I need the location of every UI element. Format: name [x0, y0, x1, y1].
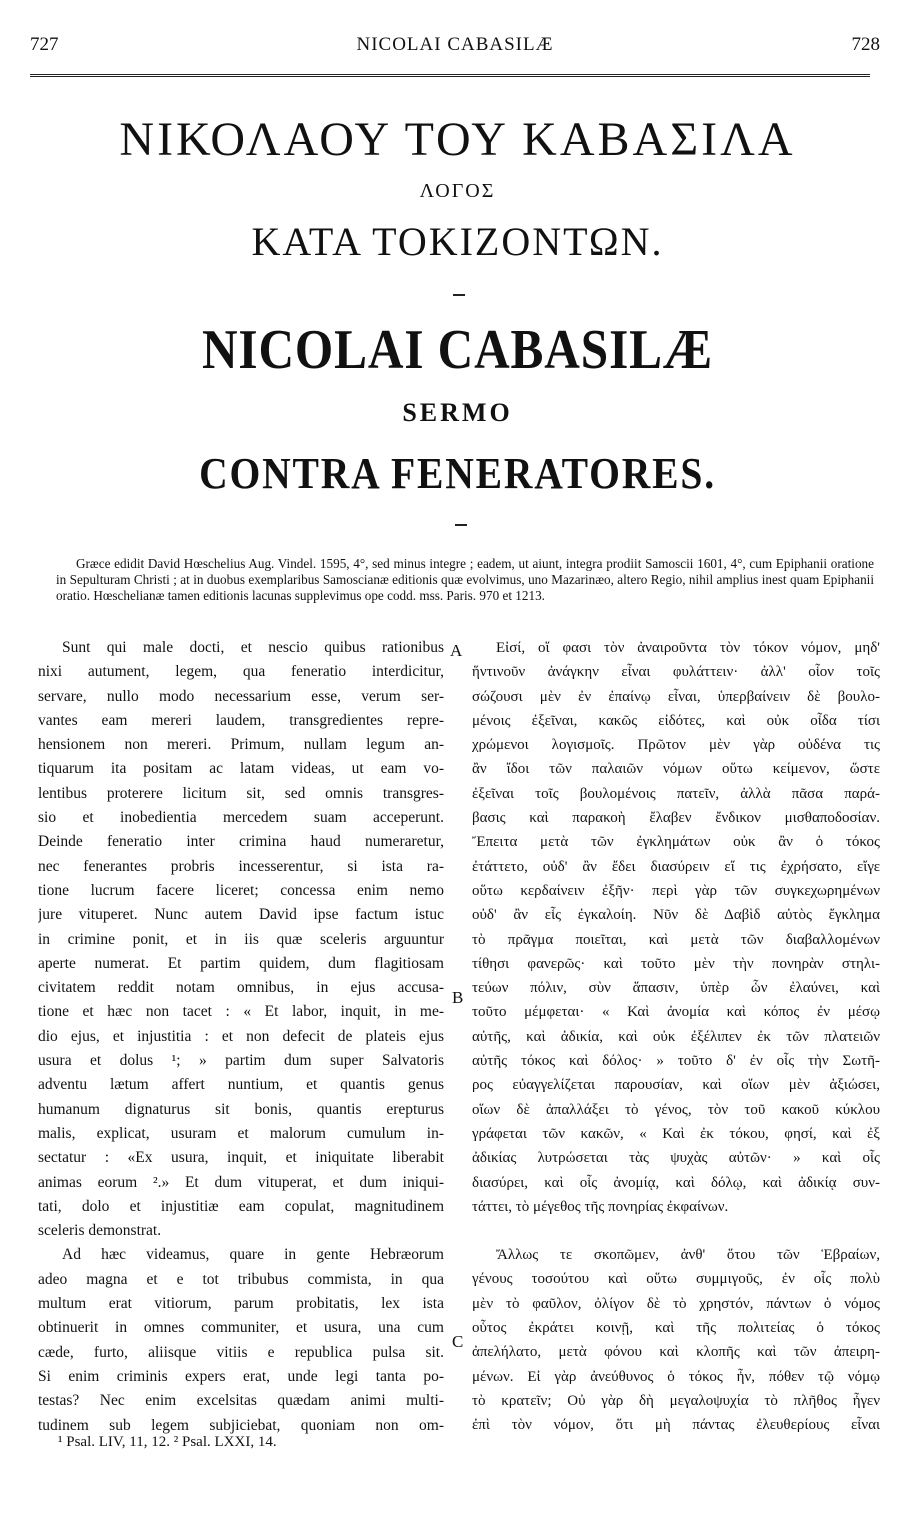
paragraph-gap — [472, 1219, 880, 1243]
text-line: multum erat vitiorum, parum probitatis, lex ista — [38, 1295, 444, 1313]
text-line: testas? Nec enim excelsitas quædam animi multi- — [38, 1392, 444, 1410]
text-line: ἂν ἴδοι τῶν παλαιῶν νόμων οὕτω κείμενον, ὥστε — [472, 761, 880, 778]
margin-letter-a: A — [450, 641, 463, 660]
text-line: sceleris demonstrat. — [38, 1222, 162, 1240]
latin-subtitle-2: CONTRA FENERATORES. — [199, 449, 716, 498]
text-line: lentibus proterere licitum sit, sed omnis transgres- — [38, 784, 444, 802]
text-line: οὗτος ἐκράτει κοινῇ, καὶ τῆς πολιτείας ὁ τόκος — [472, 1320, 880, 1337]
text-line: σώζουσι μὲν ἐν ἐπαίνῳ εἶναι, ὑπερβαίνειν δὲ βουλο- — [472, 688, 880, 705]
text-line: jure vituperet. Nunc autem David ipse factum istuc — [38, 906, 444, 924]
text-line: adventu lætum affert nuntium, et quantis genus — [38, 1076, 444, 1094]
text-line: τὸ κρατεῖν; Οὐ γὰρ δὴ μεγαλοψυχία τὸ πλῆθος ἦγεν — [472, 1392, 880, 1409]
greek-column — [472, 636, 880, 1460]
text-line: adeo magna et e tot tribubus commista, in qua — [38, 1270, 444, 1288]
text-line: Deinde feneratio inter crimina haud numeraretur, — [38, 833, 444, 851]
text-line: Ἄλλως τε σκοπῶμεν, ἀνθ' ὅτου τῶν Ἑβραίων, — [496, 1247, 880, 1264]
text-line: ρος εὐαγγελίζεται παρουσίαν, καὶ οἵων μὲν ἀξιώσει, — [472, 1077, 880, 1094]
text-line: usura et dolus ¹; » partim dum super Salvatoris — [38, 1052, 444, 1070]
title-divider — [453, 294, 465, 296]
text-line: dio ejus, et injustitia : et non defecit de plateis ejus — [38, 1027, 444, 1045]
text-line: γράφεται τῶν κακῶν, « Καὶ ἐκ τόκου, φησί, καὶ ἐξ — [472, 1125, 880, 1142]
text-line: μένοις ἐξεῖναι, κακῶς εἰδότες, καὶ οὐκ οἶδα τίσι — [472, 712, 880, 729]
footnotes: ¹ Psal. LIV, 11, 12. ² Psal. LXXI, 14. — [58, 1434, 277, 1450]
text-line: malis, explicat, usuram et malorum cumulum in- — [38, 1124, 444, 1142]
text-line: τεύων πόλιν, σὺν ἅπασιν, ὑπὲρ ὧν ἐλαύνει, καὶ — [472, 980, 880, 997]
running-header — [30, 34, 880, 58]
text-line: sectatur : «Ex usura, inquit, et iniquitate liberabit — [38, 1149, 444, 1167]
text-line: tiquarum ita positam ac latam videas, ut eam vo- — [38, 760, 444, 778]
text-line: tione et hæc non tacet : « Et labor, inquit, in me- — [38, 1003, 444, 1021]
text-line: humanum dignaturus sit bonis, quantis erepturus — [38, 1100, 444, 1118]
text-line: Ad hæc videamus, quare in gente Hebræorum — [62, 1246, 444, 1264]
text-line: τίθησι φανερῶς· καὶ τοῦτο μὲν τὴν πονηρὰν στηλι- — [472, 955, 880, 972]
text-line: αὐτῆς τόκος καὶ δόλος· » τοῦτο δ' ἐν οἷς τὴν Σωτῆ- — [472, 1053, 880, 1070]
latin-column — [38, 636, 444, 1460]
latin-title: NICOLAI CABASILÆ — [201, 319, 714, 381]
text-line: tudinem sub legem subjiciebat, quoniam non om- — [38, 1416, 444, 1434]
text-line: hensionem non mereri. Primum, nullam legum an- — [38, 736, 444, 754]
text-line: μένων. Εἰ γὰρ ἀνεύθυνος ὁ τόκος ἦν, πόθεν τῷ νόμῳ — [472, 1368, 880, 1385]
text-line: sio et inobedientia mercedem suam acceperunt. — [38, 809, 444, 827]
text-line: obtinuerit in omnes communiter, et usura, una cum — [38, 1319, 444, 1337]
running-title: NICOLAI CABASILÆ — [356, 34, 554, 55]
text-line: μὲν τὸ φαῦλον, ὀλίγον δὲ τὸ χρηστόν, πάντων ὁ νόμος — [472, 1295, 880, 1312]
text-line: ἀπελήλατο, μετὰ φόνου καὶ κλοπῆς καὶ τῶν ἀπειρη- — [472, 1344, 880, 1361]
text-line: χρώμενοι λογισμοῖς. Πρῶτον μὲν γὰρ οὐδένα τις — [472, 737, 880, 754]
text-line: vantes eam mereri laudem, transgredientes repre- — [38, 711, 444, 729]
text-line: ἐπὶ τὸν νόμον, ὅτι μὴ πάντας ἐλευθερίους εἶναι — [472, 1417, 880, 1434]
text-line: τὸ πρᾶγμα ποιεῖται, καὶ μετὰ τῶν διαβαλλομένων — [472, 931, 880, 948]
text-line: τοῦτο μέμφεται· « Καὶ ἀνομία καὶ κόπος ἐν μέσῳ — [472, 1004, 880, 1021]
text-line: aperte numerat. Et partim quidem, dum flagitiosam — [38, 954, 444, 972]
text-line: servare, nullo modo necessarium esse, verum ser- — [38, 687, 444, 705]
text-line: tati, dolo et injustitiæ eam copulat, magnitudinem — [38, 1197, 444, 1215]
text-line: ἐτάττετο, οὐδ' ἂν ἔδει διασύρειν εἴ τις ἐχρήσατο, εἴγε — [472, 858, 880, 875]
text-line: civitatem reddit notam omnibus, in ejus accusa- — [38, 979, 444, 997]
text-line: ἐξεῖναι τοῖς βουλομένοις πατεῖν, ἀλλὰ πᾶσα παρά- — [472, 785, 880, 802]
margin-letter-b: B — [452, 988, 464, 1007]
text-line: nec fenerantes probris incesserentur, si ista ra- — [38, 857, 444, 875]
title-divider-2 — [455, 524, 467, 526]
text-line: Ἔπειτα μετὰ τῶν ἐγκλημάτων οὐκ ἂν ὁ τόκος — [472, 834, 880, 851]
greek-subtitle-2: ΚΑΤΑ ΤΟΚΙΖΟΝΤΩΝ. — [251, 219, 664, 264]
text-line: γένους τοσούτου καὶ οὕτω συμμιγοῦς, ἐν οἷς πολὺ — [472, 1271, 880, 1288]
editorial-note: Græce edidit David Hœschelius Aug. Vindel. 1595, 4°, sed minus integre ; eadem, ut aiunt, integra prodiit Samoscii 1601, 4°, cum Epiphanii oratione in Sepulturam Christi ; at in duobus exemplaribus Samoscianæ editionis quæ evolvimus, uno Mazarinæo, altero Regio, nihil amplius inest quam Epiphanii oratio. Hœschelianæ tamen editionis lacunas supplevimus ope codd. mss. Paris. 970 et 1213. — [56, 556, 874, 603]
latin-subtitle: SERMO — [402, 398, 513, 427]
text-line: οἵων δὲ ἀπαλλάξει τὸ γένος, τὸν τοῦ κακοῦ κύκλου — [472, 1101, 880, 1118]
text-line: βασις καὶ παρακοὴ ἔλαβεν ἔνδικον μισθαποδοσίαν. — [472, 810, 880, 827]
text-line: nixi autument, legem, qua feneratio interdicitur, — [38, 663, 444, 681]
margin-letter-c: C — [452, 1332, 464, 1351]
text-line: οὕτω κερδαίνειν ἐξῆν· περὶ γὰρ τῶν συγκεχωρημένων — [472, 882, 880, 899]
text-line: animas eorum ².» Et dum vituperat, et dum iniqui- — [38, 1173, 444, 1191]
greek-title: ΝΙΚΟΛΑΟΥ ΤΟΥ ΚΑΒΑΣΙΛΑ — [119, 113, 796, 166]
text-line: in crimine ponit, et in iis quæ sceleris arguuntur — [38, 930, 444, 948]
text-line: ἀδικίας λυτρώσεται τὰς ψυχὰς αὐτῶν· » καὶ οἷς — [472, 1150, 880, 1167]
text-line: tione lucrum facere liceret; concessa enim nemo — [38, 881, 444, 899]
page-number-right: 728 — [851, 34, 880, 55]
page-number-left: 727 — [30, 34, 59, 55]
greek-subtitle: ΛΟΓΟΣ — [419, 180, 496, 202]
text-line: αὐτῆς, καὶ ἀδικία, καὶ οὐκ ἐξέλιπεν ἐκ τῶν πλατειῶν — [472, 1028, 880, 1045]
text-line: τάττει, τὸ μέγεθος τῆς πονηρίας ἐκφαίνων. — [472, 1198, 729, 1215]
text-line: Si enim criminis expers erat, unde legi tanta po- — [38, 1367, 444, 1385]
text-line: Sunt qui male docti, et nescio quibus rationibus — [62, 639, 444, 656]
text-line: Εἰσί, οἵ φασι τὸν ἀναιροῦντα τὸν τόκον νόμον, μηδ' — [496, 640, 880, 656]
header-rule — [30, 74, 870, 77]
text-line: ἥντινοῦν ἀνάγκην εἶναι φυλάττειν· ἀλλ' οἷον τοῖς — [472, 664, 880, 681]
text-line: cæde, furto, aliisque vitiis e republica pulsa sit. — [38, 1343, 444, 1361]
text-line: διασύρει, καὶ οἷς ἀνομίᾳ, καὶ δόλῳ, καὶ ἀδικίᾳ συν- — [472, 1174, 880, 1191]
text-line: οὐδ' ἂν εἷς ἐγκαλοίη. Νῦν δὲ Δαβὶδ αὐτὸς ἔγκλημα — [472, 907, 880, 924]
